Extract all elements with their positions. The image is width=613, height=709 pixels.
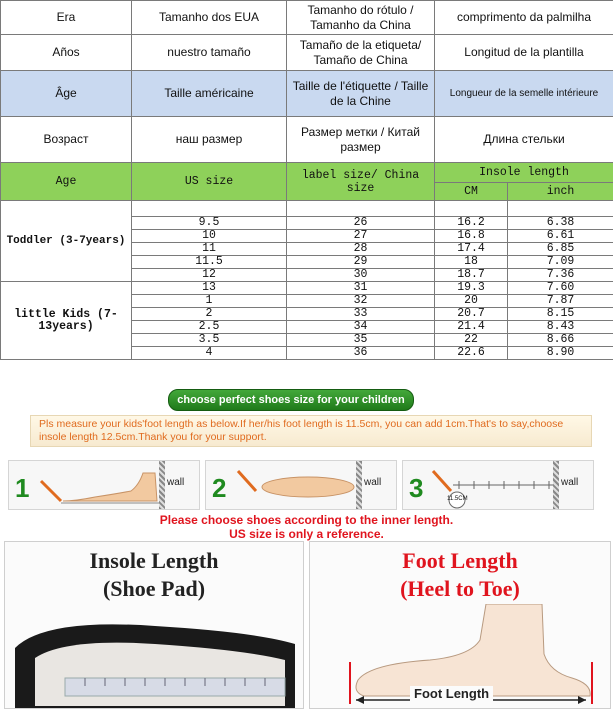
label-size-cell: 27 — [287, 230, 435, 243]
inch-cell: 6.61 — [508, 230, 613, 243]
lang-row-ru — [1, 117, 613, 163]
us-size-cell: 10 — [132, 230, 287, 243]
cell: Años — [1, 35, 132, 71]
lang-row-es — [1, 35, 613, 71]
inch-cell: 7.87 — [508, 295, 613, 308]
cell: Tamaño de la etiqueta/ Tamaño de China — [287, 35, 435, 71]
cm-cell: 22 — [435, 334, 508, 347]
inch-cell: 7.09 — [508, 256, 613, 269]
cm-cell: 16.8 — [435, 230, 508, 243]
cm-cell: 20 — [435, 295, 508, 308]
cm-cell: 16.2 — [435, 217, 508, 230]
us-size-cell: 13 — [132, 282, 287, 295]
header-row — [1, 163, 613, 183]
lang-row-fr — [1, 71, 613, 117]
step-number: 3 — [409, 473, 423, 504]
cm-cell: 17.4 — [435, 243, 508, 256]
wall-label: wall — [167, 477, 184, 488]
header-label-size: label size/ China size — [287, 163, 435, 201]
wall-label: wall — [561, 477, 578, 488]
cell: comprimento da palmilha — [435, 1, 613, 35]
inch-cell: 8.66 — [508, 334, 613, 347]
label-size-cell: 33 — [287, 308, 435, 321]
inch-cell: 6.38 — [508, 217, 613, 230]
size-guide-banner — [0, 385, 613, 535]
cell: nuestro tamaño — [132, 35, 287, 71]
wall-label: wall — [364, 477, 381, 488]
header-age: Age — [1, 163, 132, 201]
step-3-panel — [402, 460, 594, 510]
foot-length-subtitle: (Heel to Toe) — [310, 576, 610, 602]
foot-top-icon — [232, 461, 372, 509]
step-1-panel — [8, 460, 200, 510]
cm-cell: 18.7 — [435, 269, 508, 282]
insole-panel — [4, 541, 304, 709]
foot-length-title: Foot Length — [310, 548, 610, 574]
label-size-cell: 30 — [287, 269, 435, 282]
measure-note: Pls measure your kids'foot length as below.If her/his foot length is 11.5cm, you can add 1cm.That's to say,choose insole length 12.5cm.Thank you for your support. — [30, 415, 592, 447]
header-insole-length: Insole length — [435, 163, 613, 183]
us-size-cell: 2 — [132, 308, 287, 321]
cm-cell: 20.7 — [435, 308, 508, 321]
age-group-little-kids: little Kids (7-13years) — [1, 282, 132, 360]
us-size-cell: 3.5 — [132, 334, 287, 347]
label-size-cell: 32 — [287, 295, 435, 308]
cell: наш размер — [132, 117, 287, 163]
us-size-cell: 9.5 — [132, 217, 287, 230]
cell: Размер метки / Китай размер — [287, 117, 435, 163]
foot-length-panel — [309, 541, 611, 709]
us-size-cell: 2.5 — [132, 321, 287, 334]
label-size-cell: 29 — [287, 256, 435, 269]
wall-icon — [553, 461, 559, 509]
wall-icon — [356, 461, 362, 509]
us-size-cell: 11 — [132, 243, 287, 256]
us-size-cell: 1 — [132, 295, 287, 308]
cell: Longitud de la plantilla — [435, 35, 613, 71]
cell: Tamanho do rótulo / Tamanho da China — [287, 1, 435, 35]
inch-cell: 8.15 — [508, 308, 613, 321]
step-number: 2 — [212, 473, 226, 504]
cm-cell: 19.3 — [435, 282, 508, 295]
warning-line-1: Please choose shoes according to the inner length. — [0, 513, 613, 527]
label-size-cell: 26 — [287, 217, 435, 230]
inch-cell: 8.90 — [508, 347, 613, 360]
label-size-cell: 34 — [287, 321, 435, 334]
inch-cell: 7.60 — [508, 282, 613, 295]
cell: Âge — [1, 71, 132, 117]
us-size-cell: 4 — [132, 347, 287, 360]
ruler-label: 11.5CM — [447, 496, 468, 502]
cell: Era — [1, 1, 132, 35]
foot-length-label: Foot Length — [410, 686, 493, 701]
age-group-toddler: Toddler (3-7years) — [1, 201, 132, 282]
cell: Возраст — [1, 117, 132, 163]
cell: Taille de l'étiquette / Taille de la Chine — [287, 71, 435, 117]
header-us-size: US size — [132, 163, 287, 201]
table-row — [1, 282, 613, 295]
lang-row-pt — [1, 1, 613, 35]
inch-cell: 8.43 — [508, 321, 613, 334]
insole-subtitle: (Shoe Pad) — [5, 576, 303, 602]
wall-icon — [159, 461, 165, 509]
cm-cell: 21.4 — [435, 321, 508, 334]
banner-title: choose perfect shoes size for your children — [168, 389, 414, 411]
step-number: 1 — [15, 473, 29, 504]
us-size-cell: 12 — [132, 269, 287, 282]
spacer-row — [1, 201, 613, 217]
cell: Longueur de la semelle intérieure — [435, 71, 613, 117]
cell: Tamanho dos EUA — [132, 1, 287, 35]
cell: Длина стельки — [435, 117, 613, 163]
label-size-cell: 35 — [287, 334, 435, 347]
shoe-insole-illustration — [5, 608, 303, 708]
label-size-cell: 36 — [287, 347, 435, 360]
cm-cell: 22.6 — [435, 347, 508, 360]
label-size-cell: 28 — [287, 243, 435, 256]
header-inch: inch — [508, 183, 613, 201]
cm-cell: 18 — [435, 256, 508, 269]
inch-cell: 7.36 — [508, 269, 613, 282]
foot-side-icon — [35, 461, 175, 509]
insole-title: Insole Length — [5, 548, 303, 574]
header-cm: CM — [435, 183, 508, 201]
label-size-cell: 31 — [287, 282, 435, 295]
inch-cell: 6.85 — [508, 243, 613, 256]
us-size-cell: 11.5 — [132, 256, 287, 269]
warning-line-2: US size is only a reference. — [0, 527, 613, 541]
cell: Taille américaine — [132, 71, 287, 117]
step-2-panel — [205, 460, 397, 510]
